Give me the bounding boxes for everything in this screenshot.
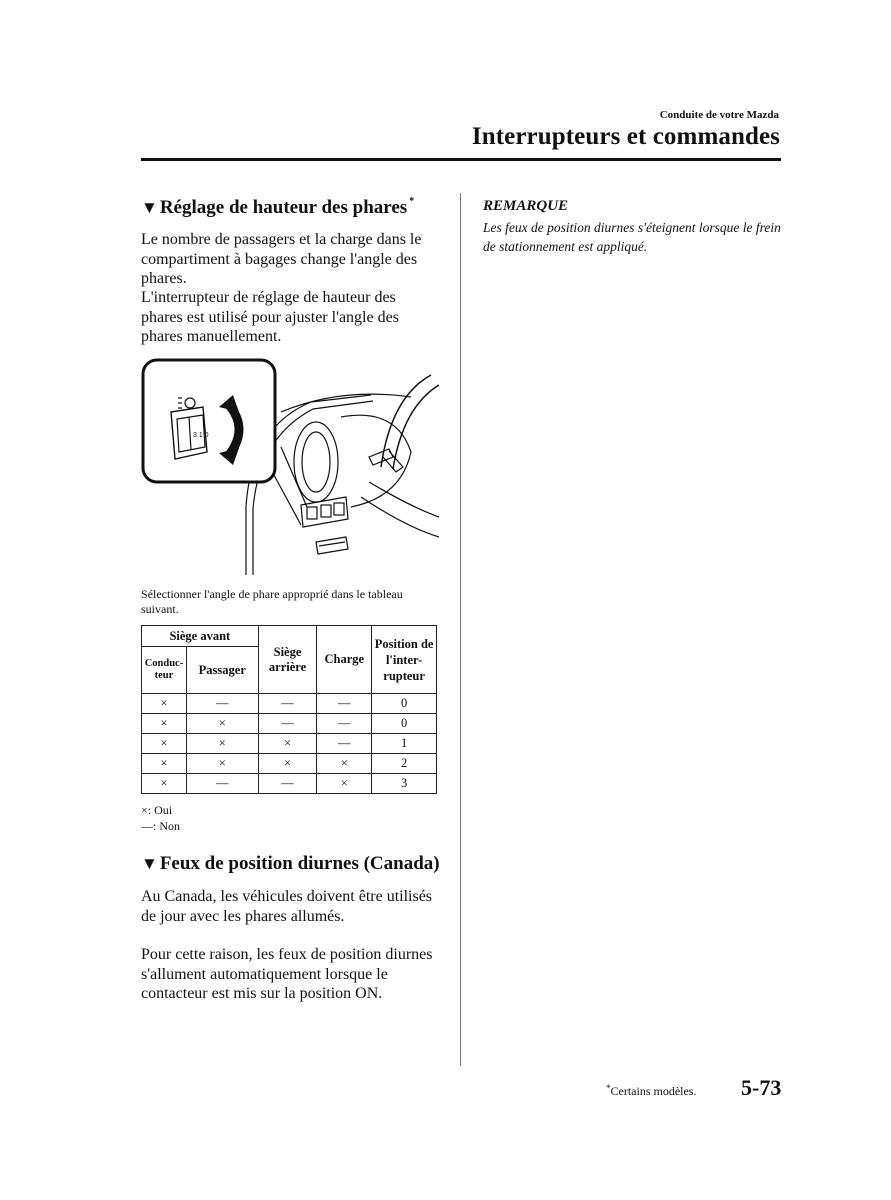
cell: — (317, 734, 372, 754)
footnote (606, 1083, 696, 1099)
cell: 0 (372, 694, 437, 714)
cell: × (317, 754, 372, 774)
cell: — (258, 694, 317, 714)
cell: × (142, 734, 187, 754)
headlight-switch-illustration (141, 357, 441, 579)
cell: × (186, 754, 258, 774)
headlight-position-table (141, 625, 437, 794)
cell: × (258, 754, 317, 774)
remark-body: Les feux de position diurnes s'éteignent lorsque le frein de stationnement est appliqué. (483, 220, 781, 254)
table-row (142, 694, 437, 714)
cell: — (258, 774, 317, 794)
paragraph: Au Canada, les véhicules doivent être utilisés de jour avec les phares allumés. (141, 888, 433, 925)
page-number: 5-73 (741, 1075, 782, 1100)
cell: 1 (372, 734, 437, 754)
remark-title: REMARQUE (483, 198, 569, 214)
cell: 0 (372, 714, 437, 734)
table-row (142, 774, 437, 794)
legend-no: —: Non (141, 819, 180, 833)
section-heading-headlight-leveling (141, 196, 414, 219)
cell: × (142, 714, 187, 734)
cell: — (186, 694, 258, 714)
cell: — (186, 774, 258, 794)
cell: × (186, 734, 258, 754)
table-caption: Sélectionner l'angle de phare approprié dans le tableau suivant. (141, 587, 403, 616)
table-row (142, 734, 437, 754)
header-rule (141, 158, 781, 161)
cell: × (258, 734, 317, 754)
cell: × (142, 694, 187, 714)
asterisk-marker: * (409, 196, 415, 207)
table-row (142, 754, 437, 774)
asterisk-marker: * (606, 1083, 611, 1093)
header-passenger: Passager (186, 647, 258, 694)
cell: × (142, 754, 187, 774)
section-title: Réglage de hauteur des phares (159, 197, 408, 218)
header-charge: Charge (317, 626, 372, 694)
header-switch-position: Position de l'inter-rupteur (372, 626, 437, 694)
header-driver: Conduc-teur (142, 647, 187, 694)
cell: — (317, 694, 372, 714)
column-divider (460, 193, 461, 1066)
cell: 2 (372, 754, 437, 774)
triangle-marker-icon: ▼ (141, 198, 158, 217)
cell: 3 (372, 774, 437, 794)
cell: — (317, 714, 372, 734)
cell: × (142, 774, 187, 794)
header-rear-seat: Siège arrière (258, 626, 317, 694)
page-title: Interrupteurs et commandes (471, 123, 780, 150)
cell: × (317, 774, 372, 794)
section-title: Feux de position diurnes (Canada) (159, 853, 440, 874)
paragraph: Le nombre de passagers et la charge dans le compartiment à bagages change l'angle des phares. (141, 231, 422, 287)
header-subtitle: Conduite de votre Mazda (659, 109, 779, 121)
section-heading-daytime-lights (141, 853, 440, 875)
header-front-seat: Siège avant (142, 626, 259, 647)
cell: — (258, 714, 317, 734)
paragraph: Pour cette raison, les feux de position diurnes s'allument automatiquement lorsque le contacteur est mis sur la position ON. (141, 946, 433, 1002)
paragraph: L'interrupteur de réglage de hauteur des phares est utilisé pour ajuster l'angle des phares manuellement. (141, 289, 399, 345)
table-row (142, 714, 437, 734)
cell: × (186, 714, 258, 734)
triangle-marker-icon: ▼ (141, 854, 158, 873)
footnote-text: Certains modèles. (610, 1084, 697, 1098)
svg-text:3 1 0: 3 1 0 (193, 432, 209, 439)
legend-yes: ×: Oui (141, 803, 173, 817)
